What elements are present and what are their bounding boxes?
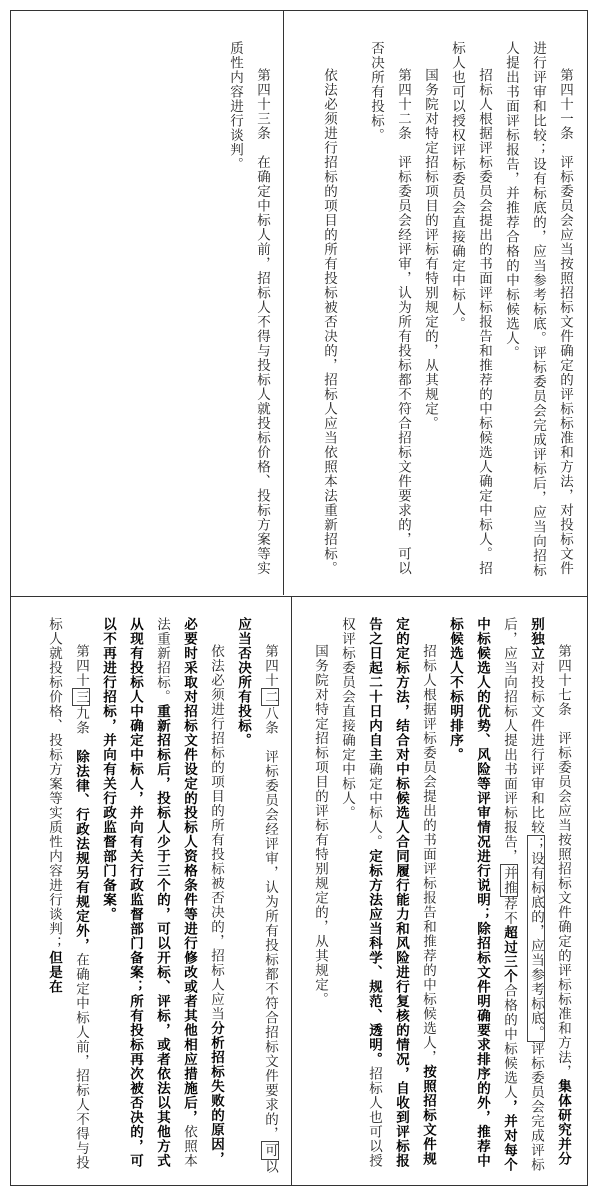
text-run: 在确定中标人前，招标人不得与投标人就投标价格、投标方案等实质性内容进行谈判； [46, 617, 89, 1170]
paragraph [229, 617, 283, 1177]
text-run: 依照本法重新招标。 [154, 617, 197, 1168]
paragraph [94, 617, 229, 1177]
paragraph [441, 617, 576, 1177]
cell-text [306, 617, 576, 1177]
text-run: 荐不 [501, 896, 517, 926]
paragraph: 国务院对特定招标项目的评标有特别规定的，从其规定。 [422, 68, 438, 431]
text-run: 招标人也可以授权评标委员会直接确定中标人。 [339, 617, 382, 1168]
added-text: 重新招标后，投标人少于三个的，可以开标、评标，或者依法以其他方式从现有投标人中确定中标人，并向有关行政监督部门备案；所有投标再次被否决的，可以不再进行招标，并向有关行政监督部门备案。 [100, 617, 170, 1168]
text-run: 依法必须进行招标的项目的所有投标被否决的，招标人应当 [208, 644, 224, 1021]
text-run: 评标委员会完成评标后，应当向招标人提出书面评标报告， [501, 617, 544, 1172]
cell-text [40, 617, 283, 1177]
cell-revised-articles-48-49 [11, 597, 291, 1186]
text-run: 合格的中标候选人 [501, 983, 517, 1100]
cell-original-article-43 [11, 11, 283, 596]
added-text: 分析招标失败的原因，必要时采取对招标文件设定的投标人资格条件等进行修改或者其他相应措施后， [181, 617, 224, 1166]
text-run: 八条 评标委员会经评审，认为所有投标都不符合招标文件要求的， [262, 706, 278, 1141]
added-text: 但是在 [46, 950, 62, 994]
article-number: 第四十 [73, 644, 89, 688]
text-run: 以 [262, 1159, 278, 1174]
comparison-table [10, 10, 588, 1186]
paragraph: 第四十三条 在确定中标人前，招标人不得与投标人就投标价格、投标方案等实质性内容进行谈判。 [227, 41, 270, 576]
deleted-char: 可 [262, 1143, 278, 1158]
added-text: ，并对每个中标候选人的优势、风险等评审情况进行说明；除招标文件明确要求排序的外，推荐中标候选人不标明排序。 [447, 617, 517, 1172]
added-text: 定标方法应当科学、规范、透明。 [366, 849, 382, 1067]
cell-text [221, 41, 275, 581]
deleted-char: 三 [73, 689, 89, 704]
paragraph [40, 617, 94, 1177]
paragraph: 依法必须进行招标的项目的所有投标被否决的，招标人应当依照本法重新招标。 [321, 68, 337, 576]
article-number: 第四十 [262, 644, 278, 688]
cell-text [315, 41, 578, 581]
paragraph: 第四十二条 评标委员会经评审，认为所有投标都不符合招标文件要求的，可以否决所有投标。 [368, 41, 411, 576]
deleted-text: 并推 [501, 865, 517, 895]
added-text: 除法律、行政法规另有规定外， [73, 749, 89, 953]
paragraph: 第四十一条 评标委员会应当按照招标文件确定的评标标准和方法，对投标文件进行评审和比较；设有标底的，应当参考标底。评标委员会完成评标后，应当向招标人提出书面评标报告，并推荐合格的中标候选人。 [503, 41, 573, 578]
added-text: 按照招标文件规定的定标方法，结合对中标候选人合同履行能力和风险进行复核的情况，自收到评标报告之日起二十日内自主 [366, 617, 436, 1168]
paragraph: 国务院对特定招标项目的评标有特别规定的，从其规定。 [312, 644, 328, 1007]
cell-original-articles-41-42 [284, 11, 588, 596]
deleted-text: ；设有标底的，应当参考标底。 [528, 836, 544, 1040]
text-run: 确定中标人。 [366, 762, 382, 849]
paragraph: 招标人根据评标委员会提出的书面评标报告和推荐的中标候选人确定中标人。招标人也可以授权评标委员会直接确定中标人。 [449, 41, 492, 576]
added-text: 应当否决所有投标。 [235, 617, 251, 748]
added-text: 集体研究并分别独立 [528, 617, 571, 1166]
text-run: 九条 [73, 706, 89, 750]
text-run: 对投标文件进行评审和比较 [528, 660, 544, 835]
text-run: 第四十七条 评标委员会应当按照招标文件确定的评标标准和方法， [555, 644, 571, 1079]
added-text: 超过三个 [501, 925, 517, 984]
text-run: 招标人根据评标委员会提出的书面评标报告和推荐的中标候选人， [420, 644, 436, 1065]
cell-revised-article-47 [292, 597, 588, 1186]
paragraph [333, 617, 441, 1177]
deleted-char: 二 [262, 689, 278, 704]
